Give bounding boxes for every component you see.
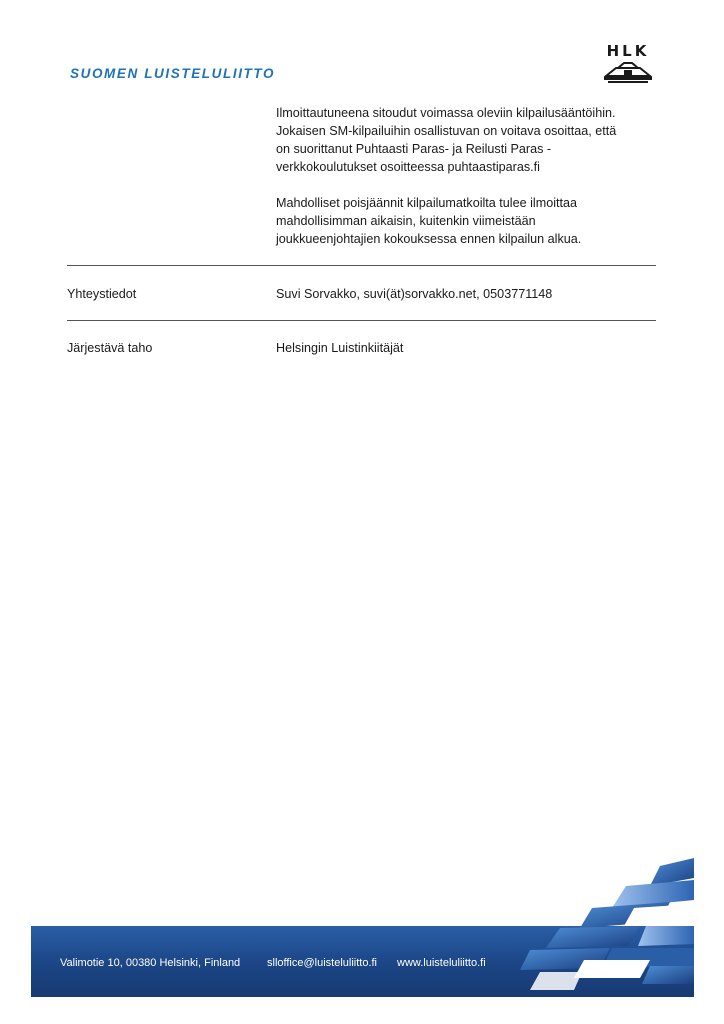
registration-terms (276, 104, 676, 266)
divider (67, 320, 656, 321)
skater-bridge-icon (604, 62, 652, 84)
divider (67, 265, 656, 266)
footer-website[interactable]: www.luisteluliitto.fi (397, 957, 486, 969)
hlk-logo (600, 42, 656, 86)
footer-decoration-graphic (500, 856, 694, 998)
organizer-label: Järjestävä taho (67, 341, 153, 355)
withdrawal-paragraph: Mahdolliset poisjäännit kilpailumatkoilta tulee ilmoittaa mahdollisimman aikaisin, kuitenkin viimeistään joukkueenjohtajien kokouksessa ennen kilpailun alkua. (276, 196, 582, 246)
terms-paragraph: Ilmoittautuneena sitoudut voimassa oleviin kilpailusääntöihin. Jokaisen SM-kilpailuihin osallistuvan on voitava osoittaa, että on suorittanut Puhtaasti Paras- ja Reilusti Paras - verkkokoulutukset osoitteessa puhtaastiparas.fi (276, 106, 617, 174)
footer-address: Valimotie 10, 00380 Helsinki, Finland (60, 957, 241, 969)
organizer-value: Helsingin Luistinkiitäjät (276, 341, 404, 355)
hlk-logo-text: HLK (606, 42, 650, 60)
contact-value: Suvi Sorvakko, suvi(ät)sorvakko.net, 0503771148 (276, 287, 553, 301)
brand-name: SUOMEN LUISTELULIITTO (70, 66, 276, 81)
contact-label: Yhteystiedot (67, 287, 137, 301)
footer-email[interactable]: slloffice@luisteluliitto.fi (267, 957, 378, 969)
